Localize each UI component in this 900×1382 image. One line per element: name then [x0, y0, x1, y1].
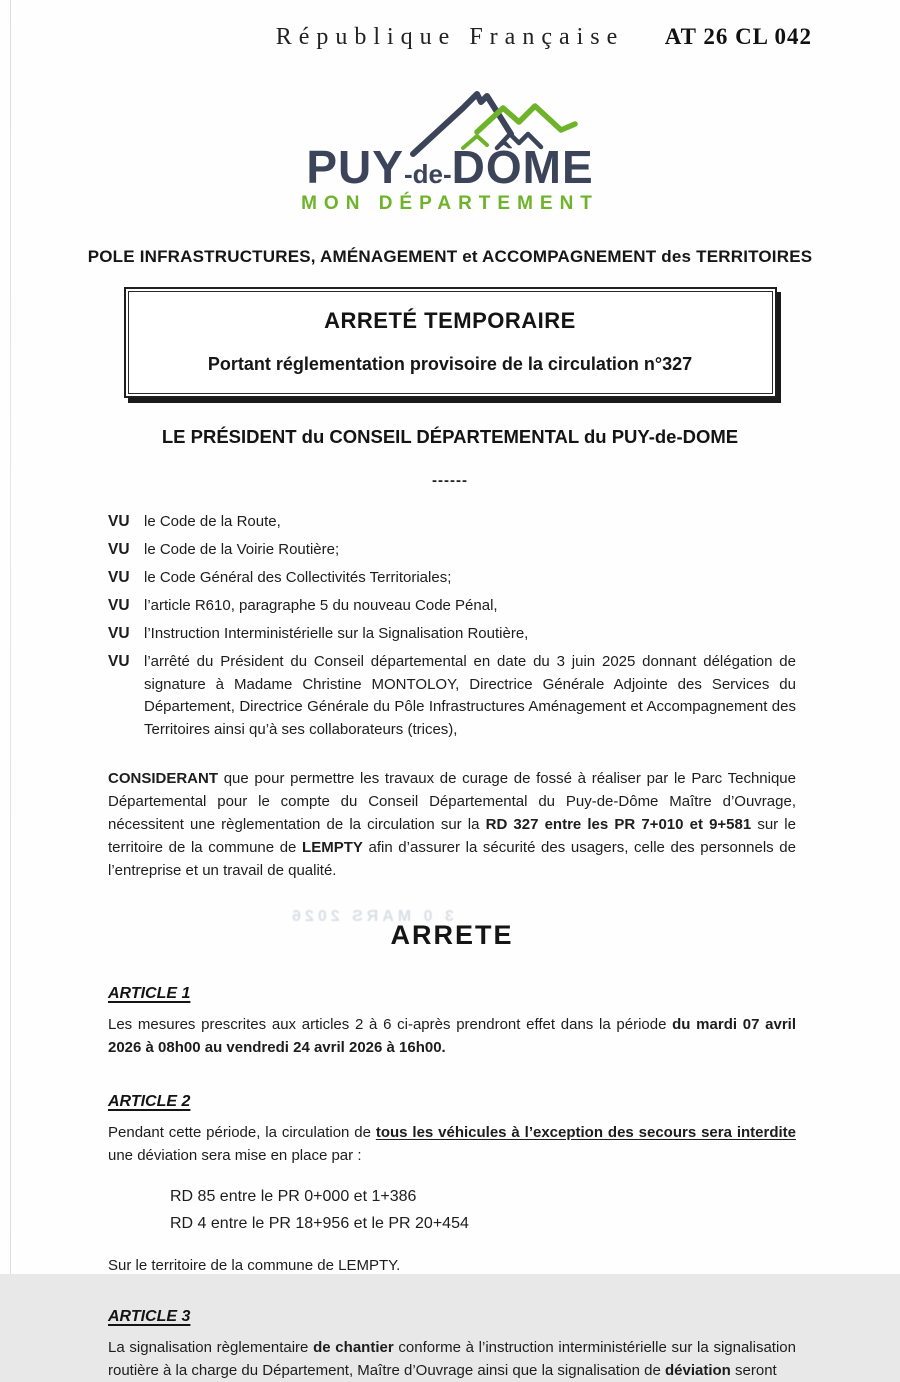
- authority-line: LE PRÉSIDENT du CONSEIL DÉPARTEMENTAL du PUY-de-DOME: [161, 426, 739, 447]
- vu-item: [108, 511, 796, 532]
- dash-separator: ------: [432, 472, 468, 489]
- document-reference: AT 26 CL 042: [664, 24, 812, 49]
- detour-list: [108, 1183, 796, 1237]
- article-3-body: La signalisation règlementaire de chantier conforme à l’instruction interministérielle sur la signalisation routière à la charge du Département, Maître d’Ouvrage ainsi que la signalisation de déviation seront: [108, 1339, 796, 1379]
- detour-route: RD 4 entre le PR 18+956 et le PR 20+454: [170, 1215, 469, 1232]
- vu-text: le Code Général des Collectivités Territoriales;: [144, 569, 452, 586]
- vu-text: l’article R610, paragraphe 5 du nouveau Code Pénal,: [144, 597, 498, 614]
- title-box: [124, 287, 777, 398]
- vu-label: VU: [108, 625, 130, 642]
- republic-title: République Française: [275, 24, 625, 50]
- deviation-emphasis: déviation: [665, 1362, 731, 1379]
- vu-label: VU: [108, 653, 130, 670]
- puy-de-dome-logo: [0, 86, 900, 215]
- article-2-body: Pendant cette période, la circulation de tous les véhicules à l’exception des secours sera interdite une déviation sera mise en place par :: [108, 1124, 796, 1164]
- logo-name-sep: -de-: [403, 159, 452, 189]
- arrete-heading: ARRETE: [390, 920, 514, 950]
- arrete-subtitle: Portant réglementation provisoire de la circulation n°327: [207, 354, 693, 374]
- document-header: [0, 0, 900, 60]
- vu-label: VU: [108, 541, 130, 558]
- vu-label: VU: [108, 597, 130, 614]
- vu-item: [108, 651, 796, 741]
- arrete-title: ARRETÉ TEMPORAIRE: [324, 308, 576, 333]
- article-2-heading: ARTICLE 2: [108, 1093, 191, 1110]
- logo-name: [306, 141, 594, 193]
- considerant-paragraph: CONSIDERANT que pour permettre les travaux de curage de fossé à réaliser par le Parc Technique Départemental pour le compte du Conseil Départemental du Puy-de-Dôme Maître d’Ouvrage, nécessitent une règlementation de la circulation sur la RD 327 entre les PR 7+010 et 9+581 sur le territoire de la commune de LEMPTY afin d’assurer la sécurité des usagers, celle des personnels de l’entreprise et un travail de qualité.: [108, 770, 796, 879]
- vu-item: [108, 595, 796, 616]
- territory-line: Sur le territoire de la commune de LEMPTY.: [108, 1257, 401, 1274]
- vu-text: le Code de la Route,: [144, 513, 281, 530]
- vu-text: l’arrêté du Président du Conseil départemental en date du 3 juin 2025 donnant délégation de signature à Madame Christine MONTOLOY, Directrice Générale Adjointe des Services du Département, Directrice Générale du Pôle Infrastructures Aménagement et Accompagnement des Territoires ainsi qu’à ses collaborateurs (trices),: [144, 653, 796, 738]
- road-reference: RD 327 entre les PR 7+010 et 9+581: [485, 816, 752, 833]
- vu-text: l’Instruction Interministérielle sur la Signalisation Routière,: [144, 625, 529, 642]
- article-1-heading: ARTICLE 1: [108, 985, 191, 1002]
- considerant-keyword: CONSIDERANT: [108, 770, 219, 787]
- effective-period: du mardi 07 avril 2026 à 08h00 au vendredi 24 avril 2026 à 16h00.: [108, 1016, 796, 1056]
- article-1-body: Les mesures prescrites aux articles 2 à 6 ci-après prendront effet dans la période du mardi 07 avril 2026 à 08h00 au vendredi 24 avril 2026 à 16h00.: [108, 1016, 796, 1056]
- article-3-heading: ARTICLE 3: [108, 1308, 191, 1325]
- bleedthrough-stamp-artifact: 3 0 MARS 2026: [288, 908, 454, 925]
- department-pole-line: POLE INFRASTRUCTURES, AMÉNAGEMENT et ACCOMPAGNEMENT des TERRITOIRES: [87, 247, 813, 266]
- vu-label: VU: [108, 513, 130, 530]
- document-body: [0, 511, 900, 1382]
- commune-name: LEMPTY: [302, 839, 363, 856]
- vu-text: le Code de la Voirie Routière;: [144, 541, 340, 558]
- vu-label: VU: [108, 569, 130, 586]
- logo-name-part1: PUY: [306, 141, 404, 193]
- chantier-emphasis: de chantier: [313, 1339, 394, 1356]
- vu-item: [108, 539, 796, 560]
- interdiction-clause: tous les véhicules à l’exception des secours sera interdite: [375, 1124, 796, 1141]
- scan-artifact-line: [10, 0, 11, 1274]
- vu-list: [108, 511, 796, 741]
- vu-item: [108, 623, 796, 644]
- detour-route: RD 85 entre le PR 0+000 et 1+386: [170, 1188, 417, 1205]
- vu-item: [108, 567, 796, 588]
- logo-name-part2: DÔME: [451, 141, 594, 193]
- logo-tagline: MON DÉPARTEMENT: [301, 193, 599, 214]
